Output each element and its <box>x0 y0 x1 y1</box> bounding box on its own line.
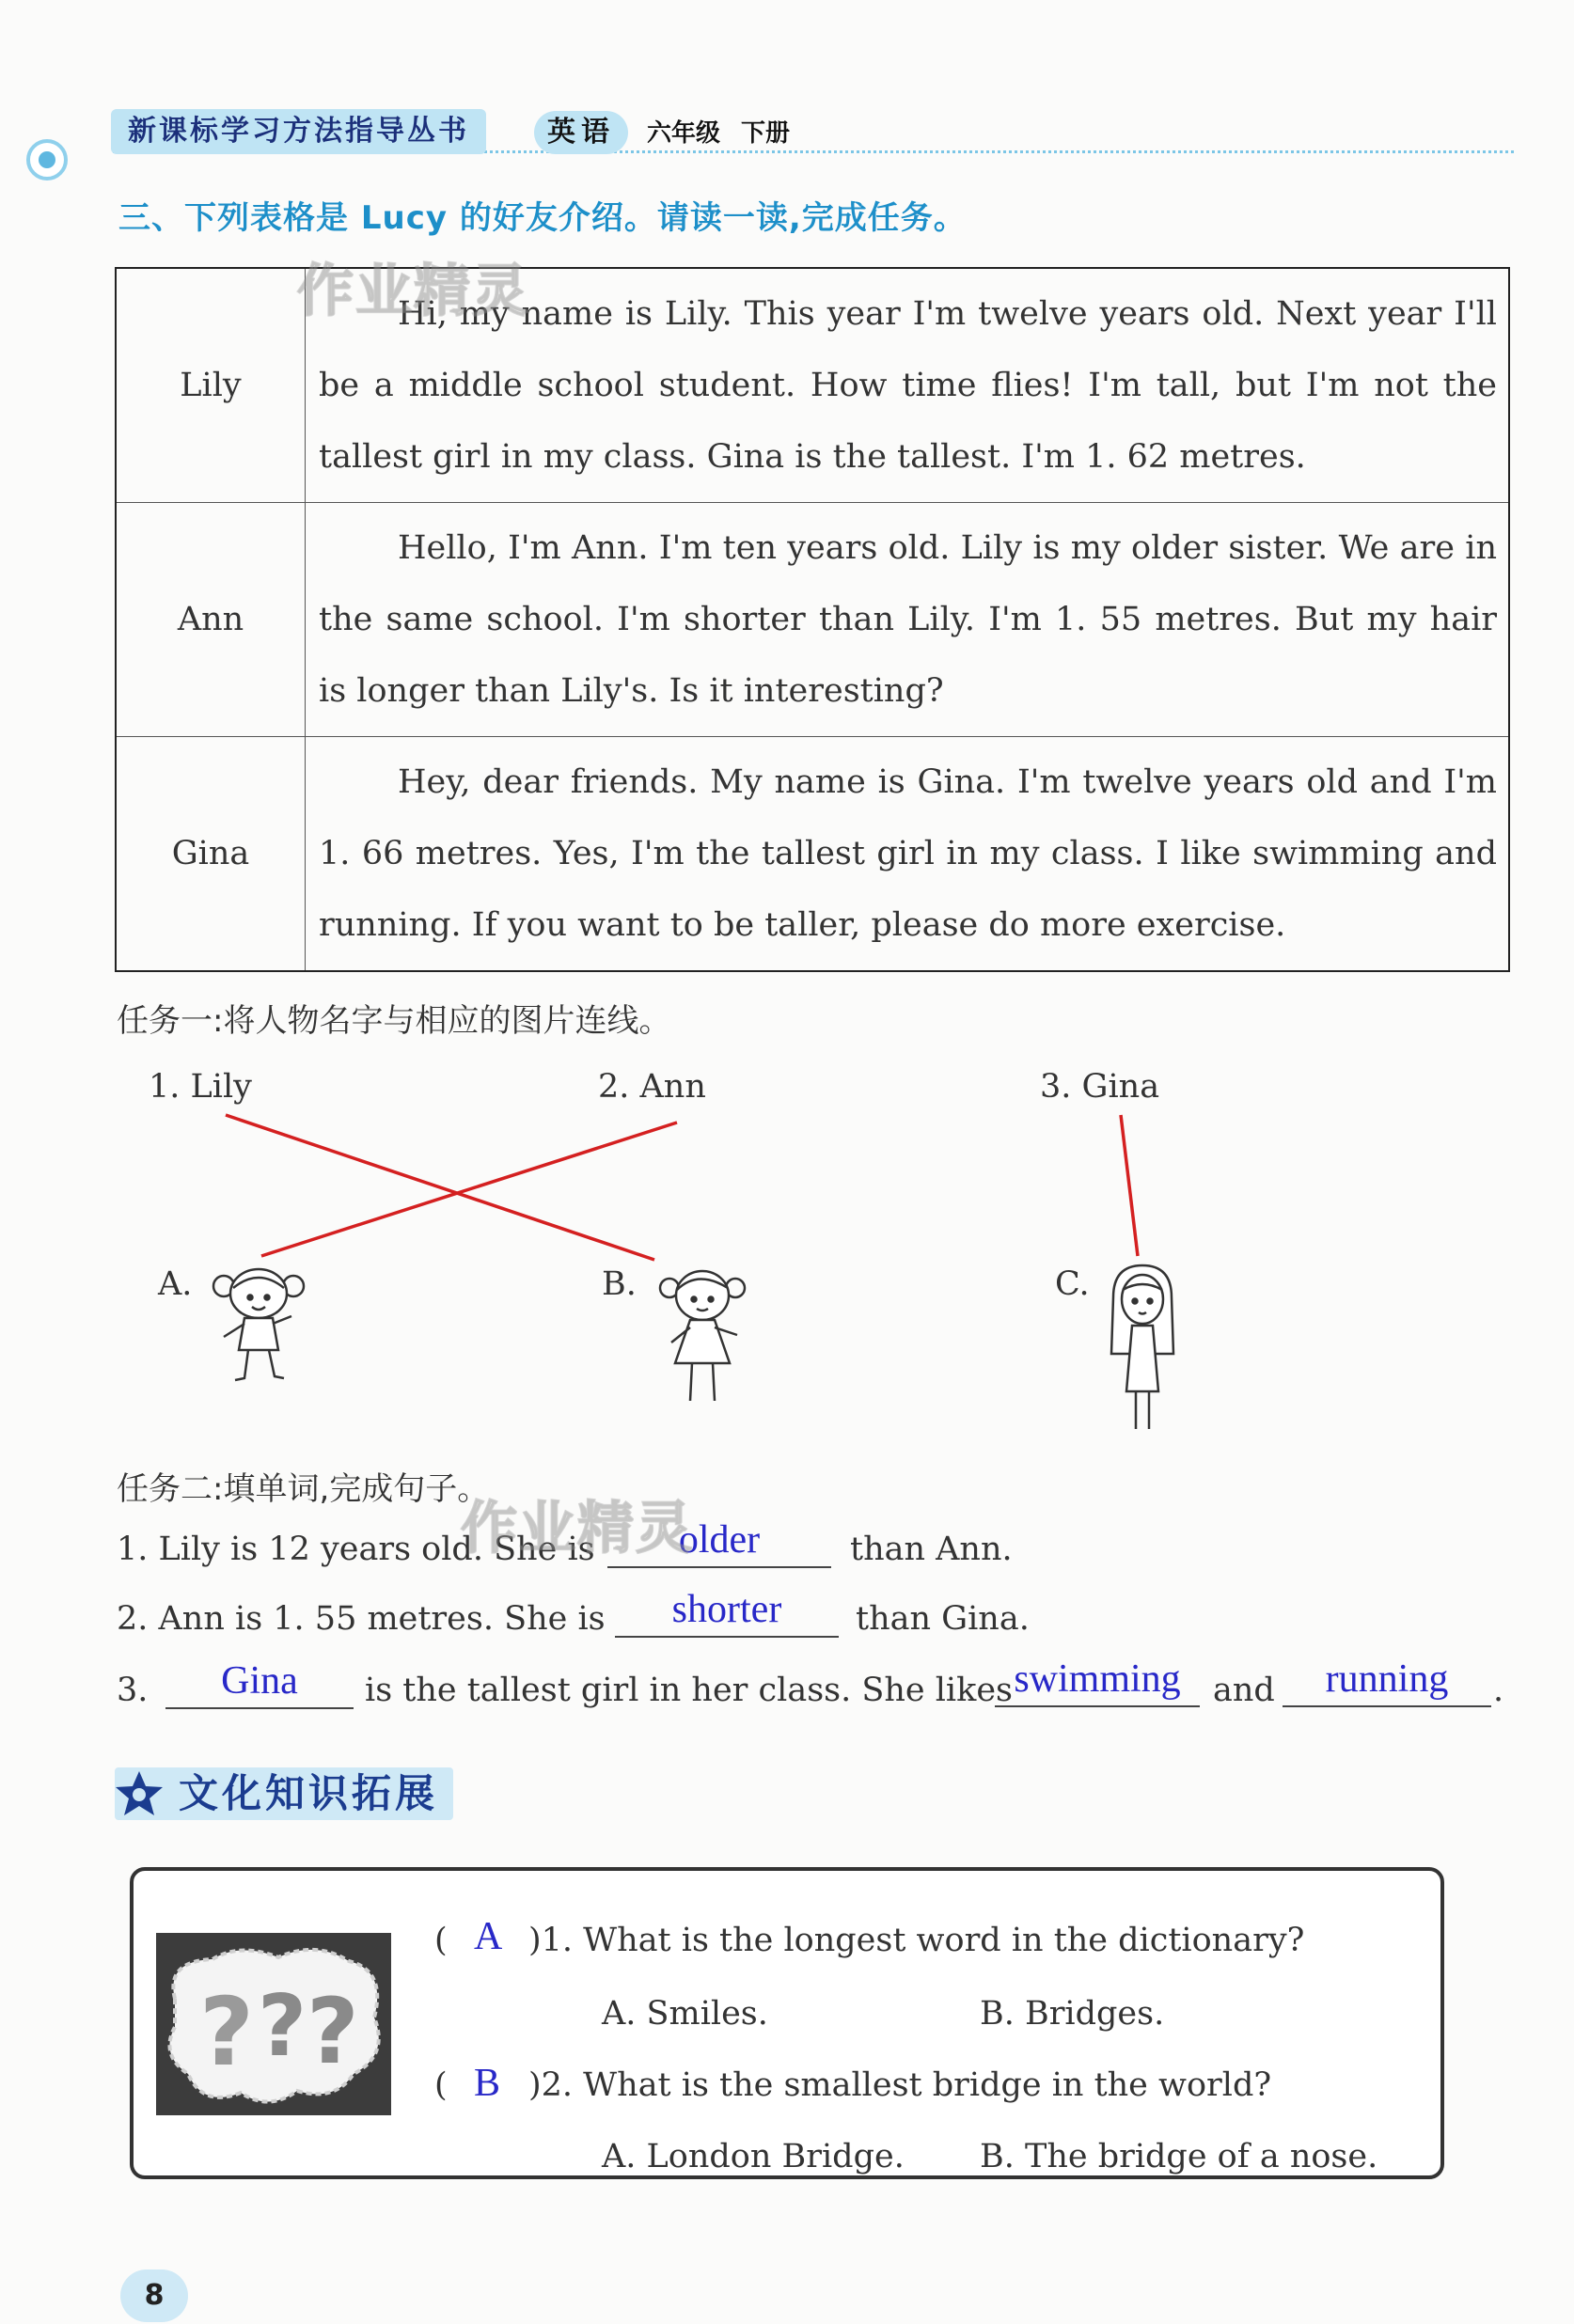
blank-5[interactable] <box>1283 1657 1491 1707</box>
sentence3-number: 3. <box>117 1672 149 1709</box>
sentence2-prefix: 2. Ann is 1. 55 metres. She is <box>117 1600 606 1638</box>
match-line-gina-c <box>1121 1115 1138 1256</box>
girl-c-illustration <box>1100 1260 1185 1438</box>
series-title: 新课标学习方法指导丛书 <box>111 109 486 154</box>
blank-2[interactable] <box>615 1587 839 1638</box>
table-row <box>116 737 1509 972</box>
culture-title: 文化知识拓展 <box>179 1770 439 1816</box>
volume: 下册 <box>741 119 791 148</box>
q1-option-a: A. Smiles. <box>602 1995 768 2033</box>
q1-open-paren: ( <box>434 1922 448 1959</box>
answer-gina: Gina <box>221 1659 298 1703</box>
q1-answer: A <box>474 1915 503 1958</box>
task1-label: 任务一:将人物名字与相应的图片连线。 <box>117 1002 671 1040</box>
q1-question: )1. What is the longest word in the dictionary? <box>528 1922 1305 1959</box>
question-mark-icon <box>156 1933 391 2115</box>
picture-label-b: B. <box>602 1265 637 1303</box>
blank-3[interactable] <box>165 1658 354 1709</box>
q2-question: )2. What is the smallest bridge in the world? <box>528 2066 1272 2104</box>
svg-text:?: ? <box>307 1979 359 2084</box>
girl-a-illustration <box>207 1260 310 1391</box>
q2-open-paren: ( <box>434 2066 448 2104</box>
q2-option-a: A. London Bridge. <box>602 2138 905 2175</box>
sentence3-end: . <box>1493 1672 1504 1709</box>
row-text: Hello, I'm Ann. I'm ten years old. Lily is my older sister. We are in the same school. I'm shorter than Lily. I'm 1. 55 metres. But my hair is longer than Lily's. Is it interesting? <box>306 503 1510 737</box>
girl-b-illustration <box>651 1260 754 1410</box>
blank-4[interactable] <box>995 1657 1200 1707</box>
sentence3-middle: is the tallest girl in her class. She likes <box>365 1672 1013 1709</box>
subject-label: 英语 <box>534 111 628 154</box>
row-name: Ann <box>116 503 306 737</box>
sentence2-suffix: than Gina. <box>856 1600 1030 1638</box>
grade: 六年级 <box>647 119 721 148</box>
header-bullet-icon <box>26 139 68 181</box>
answer-running: running <box>1325 1657 1449 1701</box>
page-number: 8 <box>120 2269 188 2322</box>
watermark: 作业精灵 <box>297 259 530 324</box>
answer-swimming: swimming <box>1014 1657 1181 1701</box>
row-name: Lily <box>116 268 306 503</box>
grade-label <box>647 115 811 152</box>
sentence1-prefix: 1. Lily is 12 years old. She is <box>117 1531 595 1568</box>
sentence1-suffix: than Ann. <box>850 1531 1013 1568</box>
match-name-lily: 1. Lily <box>149 1068 252 1106</box>
task2-label: 任务二:填单词,完成句子。 <box>117 1470 490 1508</box>
picture-label-a: A. <box>158 1265 193 1303</box>
q1-option-b: B. Bridges. <box>980 1995 1165 2033</box>
question-marks-image <box>156 1933 391 2115</box>
q2-option-b: B. The bridge of a nose. <box>980 2138 1378 2175</box>
svg-text:?: ? <box>199 1977 255 2087</box>
answer-shorter: shorter <box>671 1588 782 1631</box>
match-line-ann-a <box>261 1123 677 1256</box>
row-name: Gina <box>116 737 306 972</box>
table-row <box>116 503 1509 737</box>
friends-table <box>115 267 1510 972</box>
q2-answer: B <box>474 2062 501 2105</box>
svg-text:?: ? <box>258 1977 307 2076</box>
answer-older: older <box>678 1518 761 1562</box>
row-text: Hi, my name is Lily. This year I'm twelve years old. Next year I'll be a middle school student. How time flies! I'm tall, but I'm not the tallest girl in my class. Gina is the tallest. I'm 1. 62 metres. <box>306 268 1510 503</box>
match-name-ann: 2. Ann <box>598 1068 706 1106</box>
picture-label-c: C. <box>1055 1265 1090 1303</box>
row-text: Hey, dear friends. My name is Gina. I'm twelve years old and I'm 1. 66 metres. Yes, I'm the tallest girl in my class. I like swimming and running. If you want to be taller, please do more exercise. <box>306 737 1510 972</box>
match-name-gina: 3. Gina <box>1040 1068 1160 1106</box>
match-line-lily-b <box>226 1115 654 1260</box>
watermark: 作业精灵 <box>461 1496 694 1562</box>
section-title: 三、下列表格是 Lucy 的好友介绍。请读一读,完成任务。 <box>118 199 967 237</box>
flower-star-icon <box>111 1767 167 1824</box>
sentence3-and: and <box>1213 1672 1275 1709</box>
